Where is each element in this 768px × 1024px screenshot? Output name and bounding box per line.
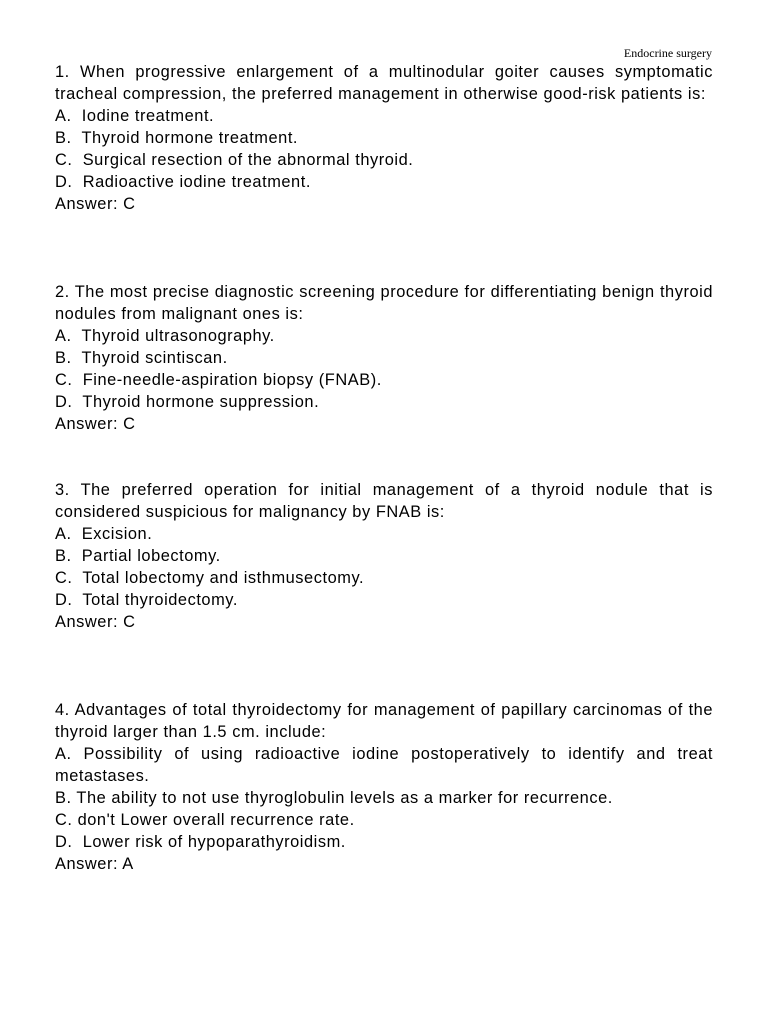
option-b: B. Thyroid hormone treatment. (55, 129, 299, 147)
option-a: A. Possibility of using radioactive iodine postoperatively to identify and treat metastases. (55, 745, 713, 785)
question-stem: 2. The most precise diagnostic screening procedure for differentiating benign thyroid nodules from malignant ones is: (55, 283, 713, 323)
option-d: D. Thyroid hormone suppression. (55, 393, 320, 411)
question-stem: 3. The preferred operation for initial management of a thyroid nodule that is considered suspicious for malignancy by FNAB is: (55, 481, 713, 521)
question-3 (55, 479, 713, 633)
option-c: C. Surgical resection of the abnormal thyroid. (55, 151, 414, 169)
question-stem: 1. When progressive enlargement of a multinodular goiter causes symptomatic tracheal compression, the preferred management in otherwise good-risk patients is: (55, 63, 713, 103)
question-list (55, 61, 713, 875)
option-d: D. Total thyroidectomy. (55, 591, 238, 609)
option-b: B. Thyroid scintiscan. (55, 349, 228, 367)
option-b: B. Partial lobectomy. (55, 547, 221, 565)
answer: Answer: C (55, 415, 136, 433)
option-b: B. The ability to not use thyroglobulin levels as a marker for recurrence. (55, 789, 613, 807)
question-stem: 4. Advantages of total thyroidectomy for management of papillary carcinomas of the thyroid larger than 1.5 cm. include: (55, 701, 713, 741)
answer: Answer: C (55, 613, 136, 631)
option-c: C. don't Lower overall recurrence rate. (55, 811, 355, 829)
question-4 (55, 699, 713, 875)
answer: Answer: C (55, 195, 136, 213)
option-a: A. Excision. (55, 525, 153, 543)
question-1 (55, 61, 713, 215)
answer: Answer: A (55, 855, 134, 873)
option-c: C. Total lobectomy and isthmusectomy. (55, 569, 365, 587)
option-a: A. Iodine treatment. (55, 107, 215, 125)
option-d: D. Radioactive iodine treatment. (55, 173, 311, 191)
question-2 (55, 281, 713, 435)
option-d: D. Lower risk of hypoparathyroidism. (55, 833, 346, 851)
option-a: A. Thyroid ultrasonography. (55, 327, 275, 345)
running-header: Endocrine surgery (623, 46, 712, 60)
option-c: C. Fine-needle-aspiration biopsy (FNAB). (55, 371, 382, 389)
